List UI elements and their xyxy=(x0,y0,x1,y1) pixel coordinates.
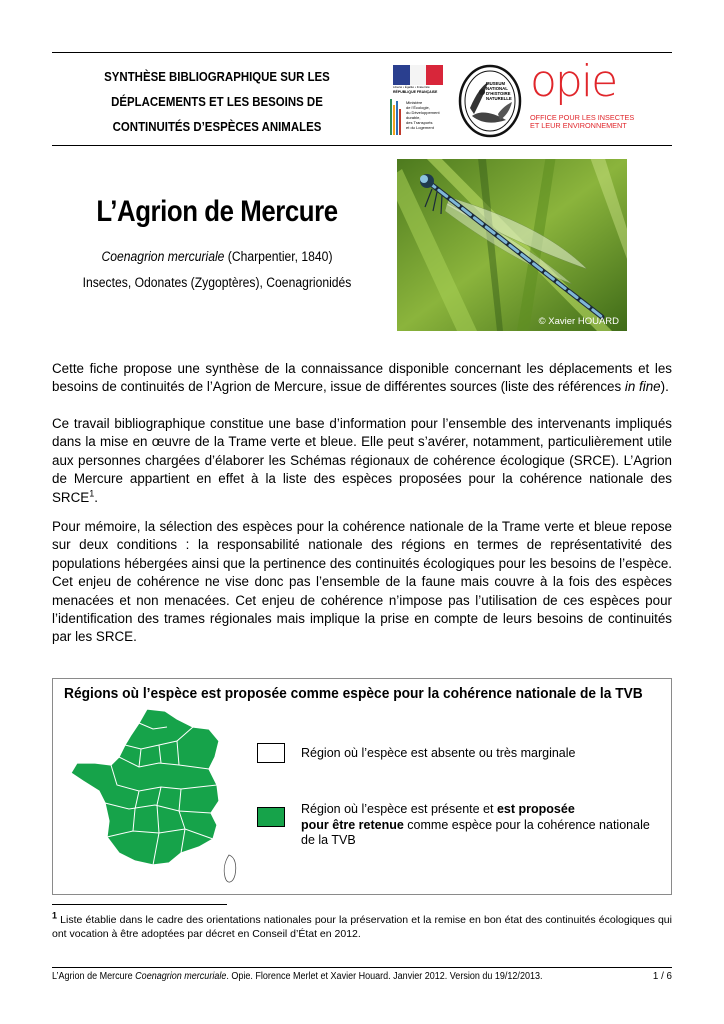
intro-paragraph: Cette fiche propose une synthèse de la connaissance disponible concernant les déplacements et les besoins de continuités de l’Agrion de Mercure, issue de différentes sources (liste des références in fine). xyxy=(52,361,672,395)
page-number: 1 / 6 xyxy=(652,971,672,982)
france-regions-map xyxy=(69,705,249,891)
ministry-logo xyxy=(389,63,446,138)
top-rule xyxy=(52,52,672,53)
footer-rule xyxy=(52,967,672,968)
series-title-line-2: DÉPLACEMENTS ET LES BESOINS DE xyxy=(111,94,323,109)
species-taxonomy: Insectes, Odonates (Zygoptères), Coenagrionidés xyxy=(82,275,352,290)
photo-credit: © Xavier HOUARD xyxy=(538,316,619,327)
legend-present-label: Région où l’espèce est présente et est proposée pour être retenue comme espèce pour la cohérence nationale de la TVB xyxy=(301,802,650,847)
context-paragraph: Ce travail bibliographique constitue une base d’information pour l’ensemble des intervenants impliqués dans la mise en œuvre de la Trame verte et bleue. Elle peut s’avérer, notamment, particulièrement utile aux personnes chargées d’élaborer les Schémas régionaux de cohérence écologique (SRCE). L’Agrion de Mercure appartient en effet à la liste des espèces proposées pour la cohérence nationale des SRCE$^1$. xyxy=(52,416,672,505)
republique-motto: Liberté • Égalité • Fraternité xyxy=(393,85,430,89)
footer-citation: L’Agrion de Mercure Coenagrion mercuriale. Opie. Florence Merlet et Xavier Houard. Janvier 2012. Version du 19/12/2013. xyxy=(52,971,543,982)
species-author: (Charpentier, 1840) xyxy=(224,249,333,264)
header-bottom-rule xyxy=(52,145,672,146)
opie-tagline: OFFICE POUR LES INSECTES ET LEUR ENVIRONNEMENT xyxy=(530,113,635,130)
legend-absent-label: Région où l’espèce est absente ou très marginale xyxy=(301,746,576,760)
regions-map-box xyxy=(52,678,672,895)
republique-name: RÉPUBLIQUE FRANÇAISE xyxy=(393,90,438,94)
damselfly-image xyxy=(397,159,627,331)
footnote-1: $^1$ Liste établie dans le cadre des orientations nationales pour la préservation et la remise en bon état des continuités écologiques qui ont vocation à être adoptées par décret en Conseil d’État en 2012. xyxy=(52,910,672,940)
legend-present-swatch xyxy=(257,807,285,827)
museum-text: MUSEUM NATIONAL D’HISTOIRE NATURELLE xyxy=(486,81,512,101)
footnote-ref[interactable]: 1 xyxy=(89,488,95,499)
footnote-separator xyxy=(52,904,227,905)
species-common-name: L’Agrion de Mercure xyxy=(96,195,338,228)
damselfly-photo xyxy=(397,159,627,331)
memo-paragraph: Pour mémoire, la sélection des espèces pour la cohérence nationale de la Trame verte et bleue repose sur deux conditions : la responsabilité nationale des régions en termes de représentativité des populations hébergées ainsi que la pertinence des continuités écologiques pour les besoins de l’espèce. Cet enjeu de cohérence ne vise donc pas l’ensemble de la faune mais couvre à la fois des espèces menacées et non menacées. Cet enjeu de cohérence n’impose pas l’utilisation de ces espèces pour l’identification des trames régionales mais implique la prise en compte de leurs besoins de continuités par les SRCE. xyxy=(52,519,672,645)
species-scientific-name: Coenagrion mercuriale xyxy=(101,249,225,264)
opie-logo xyxy=(530,56,635,140)
map-title: Régions où l’espèce est proposée comme espèce pour la cohérence nationale de la TVB xyxy=(64,686,643,702)
corsica-shape xyxy=(224,855,236,882)
legend-absent-swatch xyxy=(257,743,285,763)
opie-wordmark: opie xyxy=(530,56,617,107)
series-title-line-1: SYNTHÈSE BIBLIOGRAPHIQUE SUR LES xyxy=(104,69,330,84)
museum-seal-icon xyxy=(458,64,522,138)
species-scientific-line xyxy=(69,249,366,264)
series-title-line-3: CONTINUITÉS D’ESPÈCES ANIMALES xyxy=(112,119,322,134)
series-title xyxy=(72,64,362,139)
museum-logo xyxy=(458,64,522,138)
ministry-text: Ministère de l’Écologie, du Développement durable, des Transports et du Logement xyxy=(406,100,440,131)
tricolor-flag xyxy=(393,65,443,85)
color-stripes-icon xyxy=(389,97,403,137)
